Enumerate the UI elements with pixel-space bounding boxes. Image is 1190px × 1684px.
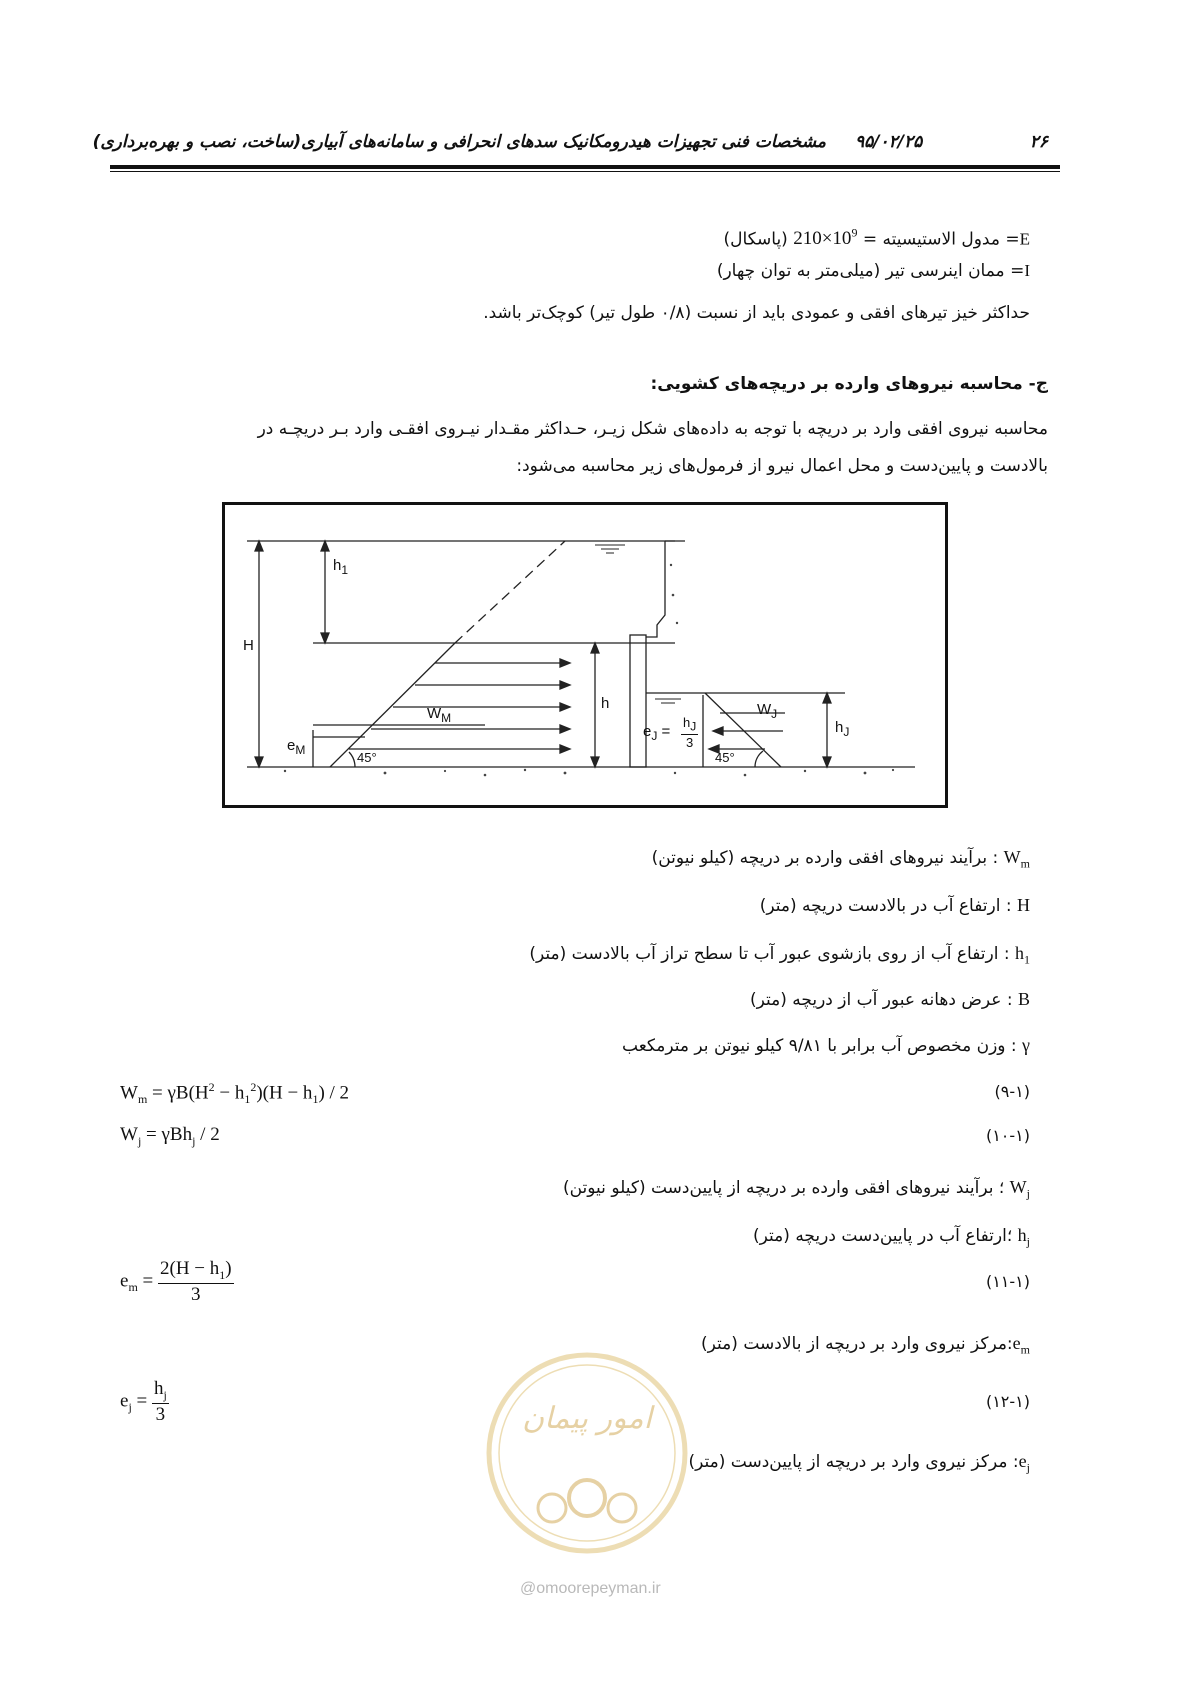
figure-label-h1: $h_1$ — [333, 557, 349, 577]
modulus-value: 210×10 — [793, 228, 852, 250]
definition-H: H : ارتفاع آب در بالادست دریچه (متر) — [759, 895, 1030, 916]
modulus-line — [723, 218, 1030, 254]
equation-12-number: (۱۲-۱) — [985, 1392, 1030, 1411]
inertia-line — [717, 256, 1030, 286]
header-date: ۹۵/۰۲/۲۵ — [855, 132, 923, 152]
section-heading: ج- محاسبه نیروهای وارده بر دریچه‌های کشویی: — [650, 374, 1048, 394]
watermark-logo — [482, 1348, 692, 1558]
figure-label-H: H — [243, 637, 254, 654]
watermark-seal-icon — [482, 1348, 692, 1558]
equation-10: $W_j = \gamma Bh_j / 2$ — [120, 1124, 220, 1148]
modulus-unit: (پاسکال) — [723, 229, 788, 250]
modulus-text: = مدول الاستیسیته = — [862, 229, 1020, 250]
definition-Wj: $W_j$ ؛ برآیند نیروهای افقی وارده بر دریچه از پایین‌دست (کیلو نیوتن) — [562, 1177, 1030, 1201]
equation-12: $e_j$ = $\frac{h_j}{3}$ — [120, 1378, 167, 1425]
equation-10-number: (۱۰-۱) — [985, 1126, 1030, 1145]
inertia-symbol: I — [1024, 261, 1030, 280]
figure-label-angle-upstream: 45° — [357, 750, 377, 765]
figure-label-angle-downstream: 45° — [715, 750, 735, 765]
watermark-at-icon: @ — [520, 1580, 537, 1597]
page-number: ۲۶ — [1029, 132, 1048, 152]
figure-label-h: h — [601, 695, 610, 712]
definition-hj: $h_j$ ؛ارتفاع آب در پایین‌دست دریچه (متر) — [753, 1225, 1030, 1249]
equation-11: $e_m$ = $\frac{2(H - h_1)}{3}$ — [120, 1258, 232, 1305]
definition-B: B : عرض دهانه عبور آب از دریچه (متر) — [749, 989, 1030, 1010]
gate-pressure-figure — [222, 502, 948, 808]
modulus-symbol: E — [1019, 229, 1030, 249]
gate-pressure-diagram — [225, 505, 945, 805]
definition-Wm: $W_m$ : برآیند نیروهای افقی وارده بر دریچه (کیلو نیوتن) — [651, 847, 1030, 871]
equation-11-number: (۱۱-۱) — [985, 1272, 1030, 1291]
definition-h1: $h_1$ : ارتفاع آب از روی بازشوی عبور آب تا سطح تراز آب بالادست (متر) — [529, 943, 1030, 967]
svg-text:امور پیمان: امور پیمان — [522, 1401, 652, 1436]
section-paragraph-line1: محاسبه نیروی افقی وارد بر دریچه با توجه به داده‌های شکل زیـر، حـداکثر مقـدار نیـروی افقـی وارد بـر دریچـه در — [257, 419, 1048, 439]
header-rule-thick — [110, 165, 1060, 169]
figure-label-ej: $e_J$ = — [643, 723, 671, 743]
figure-label-WM: $W_M$ — [427, 705, 452, 725]
watermark-url: @omoorepeyman.ir — [520, 1580, 661, 1597]
figure-label-hj-over-3: $\frac{h_J}{3}$ — [683, 715, 697, 750]
equation-9-number: (۹-۱) — [994, 1082, 1030, 1101]
figure-label-hJ: $h_J$ — [835, 719, 850, 739]
deflection-line: حداکثر خیز تیرهای افقی و عمودی باید از نسبت (۰/۸ طول تیر) کوچک‌تر باشد. — [483, 303, 1030, 323]
figure-label-WJ: $W_J$ — [757, 701, 778, 721]
modulus-exponent: 9 — [851, 226, 858, 240]
definition-ej: $e_j$: مرکز نیروی وارد بر دریچه از پایین‌دست (متر) — [688, 1451, 1030, 1475]
header-title: مشخصات فنی تجهیزات هیدرومکانیک سدهای انحرافی و سامانه‌های آبیاری(ساخت، نصب و بهره‌برداری) — [92, 132, 826, 152]
definition-em: $e_m:مرکز$ نیروی وارد بر دریچه از بالادست (متر) — [701, 1333, 1030, 1357]
inertia-text: = ممان اینرسی تیر (میلی‌متر به توان چهار) — [716, 261, 1025, 281]
section-paragraph-line2: بالادست و پایین‌دست و محل اعمال نیرو از فرمول‌های زیر محاسبه می‌شود: — [516, 456, 1048, 476]
definition-gamma: γ : وزن مخصوص آب برابر با ۹/۸۱ کیلو نیوتن بر مترمکعب — [622, 1035, 1030, 1056]
equation-9: $W_m = \gamma B(H^2 - h_1^2)(H - h_1) / 2$ — [120, 1080, 350, 1107]
header-rule-thin — [110, 171, 1060, 172]
figure-label-eM: $e_M$ — [287, 737, 306, 757]
